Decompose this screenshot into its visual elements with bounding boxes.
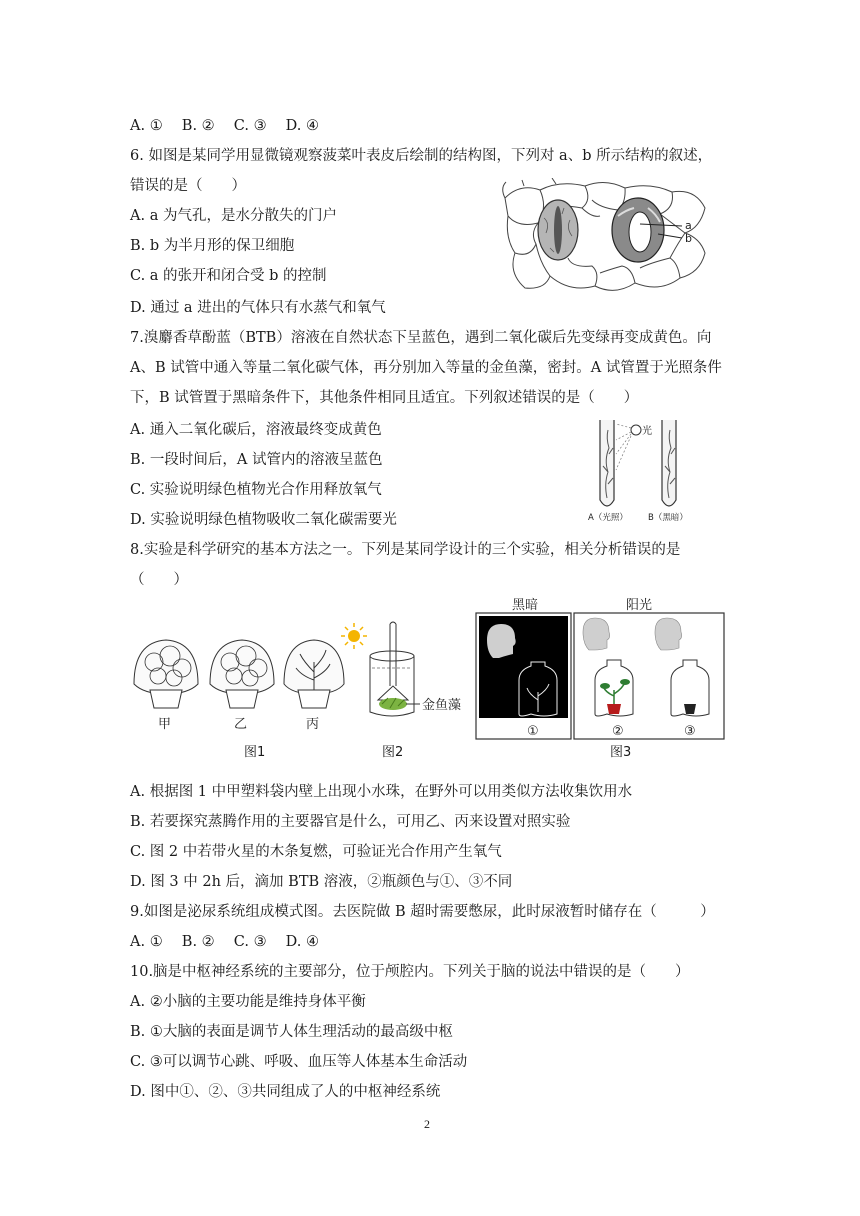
- q10-option-c: C. ③可以调节心跳、呼吸、血压等人体基本生命活动: [130, 1054, 468, 1070]
- tube-b-label: B（黑暗）: [648, 513, 688, 523]
- q6-option-a: A. a 为气孔，是水分散失的门户: [130, 208, 337, 224]
- q6-stem-line2: 错误的是（ ）: [130, 178, 246, 194]
- fig2-beaker: [340, 620, 472, 724]
- q8-option-a: A. 根据图 1 中甲塑料袋内壁上出现小水珠，在野外可以用类似方法收集饮用水: [130, 784, 633, 800]
- page-number: 2: [424, 1117, 430, 1131]
- plant-yi: [210, 640, 274, 708]
- q10-option-a: A. ②小脑的主要功能是维持身体平衡: [130, 994, 366, 1010]
- q6-option-d: D. 通过 a 进出的气体只有水蒸气和氧气: [130, 300, 386, 316]
- q10-stem: 10.脑是中枢神经系统的主要部分，位于颅腔内。下列关于脑的说法中错误的是（ ）: [130, 964, 690, 980]
- fig2-label: 金鱼藻: [422, 698, 462, 713]
- fig3-sun-label: 阳光: [626, 598, 653, 613]
- q6-stem-line1: 6. 如图是某同学用显微镜观察菠菜叶表皮后绘制的结构图，下列对 a、b 所示结构的叙述，: [130, 148, 713, 164]
- q8-option-b: B. 若要探究蒸腾作用的主要器官是什么，可用乙、丙来设置对照实验: [130, 814, 571, 830]
- sun-icon: [341, 623, 367, 649]
- jar-1: [519, 662, 557, 716]
- q7-stem-line1: 7.溴麝香草酚蓝（BTB）溶液在自然状态下呈蓝色，遇到二氧化碳后先变绿再变成黄色。向: [130, 330, 712, 346]
- fig3-num-2: ②: [612, 724, 624, 739]
- tube-b: [662, 420, 676, 506]
- fig3-jars: [475, 596, 725, 742]
- fig3-dark-label: 黑暗: [512, 598, 539, 613]
- q5-options: A. ① B. ② C. ③ D. ④: [130, 118, 320, 134]
- fig1-label-bing: 丙: [306, 717, 320, 732]
- left-stoma: [538, 200, 578, 260]
- fig1-label-yi: 乙: [234, 717, 248, 732]
- q7-option-b: B. 一段时间后，A 试管内的溶液呈蓝色: [130, 452, 383, 468]
- tube-a: [600, 420, 614, 506]
- test-tube-figure: [582, 414, 712, 524]
- head-icon-2: [583, 618, 610, 650]
- stomata-figure: [500, 178, 710, 298]
- right-stoma: [612, 198, 664, 262]
- q7-option-a: A. 通入二氧化碳后，溶液最终变成黄色: [130, 422, 382, 438]
- q6-option-c: C. a 的张开和闭合受 b 的控制: [130, 268, 327, 284]
- head-icon: [487, 624, 516, 658]
- light-label: 光: [642, 426, 652, 437]
- fig3-caption: 图3: [610, 745, 632, 760]
- light-bulb-icon: [631, 425, 641, 435]
- q7-option-c: C. 实验说明绿色植物光合作用释放氧气: [130, 482, 382, 498]
- q10-option-d: D. 图中①、②、③共同组成了人的中枢神经系统: [130, 1084, 441, 1100]
- fig1-caption: 图1: [244, 745, 266, 760]
- tube-a-label: A（光照）: [588, 513, 628, 523]
- q8-stem-line1: 8.实验是科学研究的基本方法之一。下列是某同学设计的三个实验，相关分析错误的是: [130, 542, 681, 558]
- fig2-caption: 图2: [382, 745, 404, 760]
- q7-option-d: D. 实验说明绿色植物吸收二氧化碳需要光: [130, 512, 397, 528]
- q9-options: A. ① B. ② C. ③ D. ④: [130, 934, 320, 950]
- fig1-label-jia: 甲: [158, 717, 172, 732]
- label-a: a: [685, 219, 692, 232]
- q7-stem-line3: 下，B 试管置于黑暗条件下，其他条件相同且适宜。下列叙述错误的是（ ）: [130, 390, 639, 406]
- plant-bing: [284, 640, 344, 708]
- q6-option-b: B. b 为半月形的保卫细胞: [130, 238, 295, 254]
- light-rays: [616, 424, 631, 470]
- q9-stem: 9.如图是泌尿系统组成模式图。去医院做 B 超时需要憋尿，此时尿液暂时储存在（ ）: [130, 904, 715, 920]
- q7-stem-line2: A、B 试管中通入等量二氧化碳气体，再分别加入等量的金鱼藻，密封。A 试管置于光照条件: [130, 360, 722, 376]
- q8-option-d: D. 图 3 中 2h 后，滴加 BTB 溶液，②瓶颜色与①、③不同: [130, 874, 513, 890]
- label-b: b: [685, 232, 692, 245]
- q10-option-b: B. ①大脑的表面是调节人体生理活动的最高级中枢: [130, 1024, 453, 1040]
- fig3-num-3: ③: [684, 724, 696, 739]
- head-icon-3: [655, 618, 682, 650]
- fig1-plants: [128, 632, 348, 732]
- pondweed-icon: [379, 698, 407, 710]
- q8-stem-line2: （ ）: [130, 572, 188, 588]
- fig3-num-1: ①: [527, 724, 539, 739]
- q8-option-c: C. 图 2 中若带火星的木条复燃，可验证光合作用产生氧气: [130, 844, 502, 860]
- plant-jia: [134, 640, 198, 708]
